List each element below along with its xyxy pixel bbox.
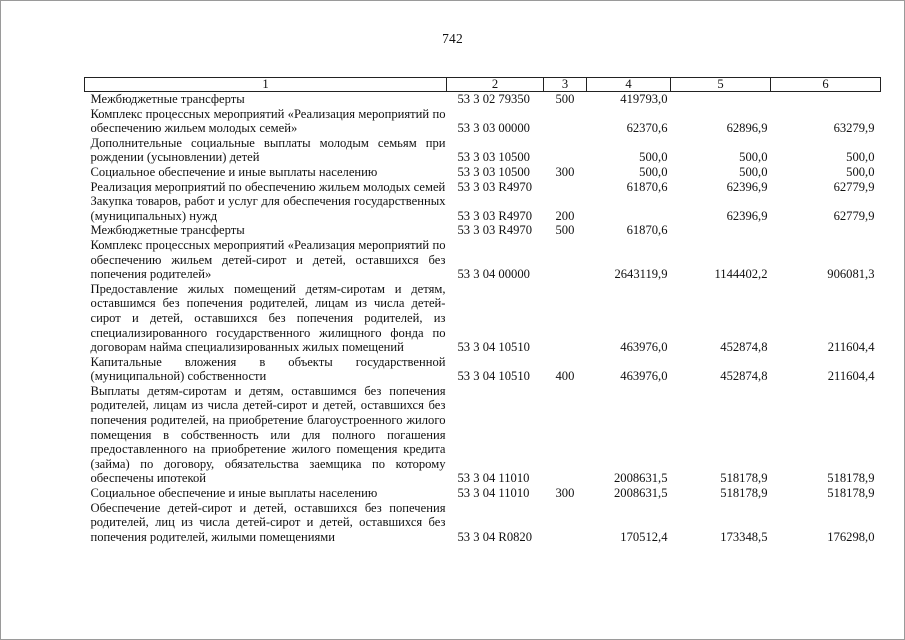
row-value-3 (771, 223, 881, 238)
row-value-1: 61870,6 (626, 179, 668, 194)
row-code: 53 3 03 R4970 (457, 179, 533, 194)
row-expense-type (544, 238, 587, 282)
row-value-3: 63279,9 (833, 121, 875, 136)
row-name: Капитальные вложения в объекты государственной (муниципальной) собственности (90, 354, 446, 384)
row-code: 53 3 03 10500 (457, 150, 530, 165)
row-value-2: 62396,9 (726, 179, 768, 194)
row-name: Предоставление жилых помещений детям-сиротам и детям, оставшимся без попечения родителей, лицам из числа детей-сирот и детей, оставшихся без попечения родителей, из специализированного государственного жилищного фонда по договорам найма специализированных жилых помещений (90, 281, 446, 355)
column-header-name: 1 (85, 78, 447, 92)
table-row (85, 384, 881, 486)
header-row (85, 78, 881, 92)
row-value-2: 500,0 (739, 164, 768, 179)
row-value-2: 518178,9 (720, 471, 768, 486)
row-value-2: 1144402,2 (714, 267, 768, 282)
row-expense-type: 300 (555, 164, 575, 179)
row-name: Обеспечение детей-сирот и детей, оставшихся без попечения родителей, лиц из числа детей-сирот и детей, оставшихся без попечения родителей, жилыми помещениями (90, 500, 446, 544)
row-value-1: 62370,6 (626, 121, 668, 136)
row-code: 53 3 03 00000 (457, 121, 530, 136)
table-row (85, 180, 881, 195)
row-code: 53 3 04 00000 (457, 267, 530, 282)
row-name: Социальное обеспечение и иные выплаты населению (90, 164, 378, 179)
row-code: 53 3 04 R0820 (457, 529, 533, 544)
table-row (85, 165, 881, 180)
table-row (85, 223, 881, 238)
table-row (85, 194, 881, 223)
row-expense-type (544, 107, 587, 136)
row-value-2: 500,0 (739, 150, 768, 165)
row-value-3: 500,0 (846, 150, 875, 165)
table-row (85, 92, 881, 107)
row-name: Дополнительные социальные выплаты молодым семьям при рождении (усыновлении) детей (90, 135, 446, 165)
row-expense-type (544, 282, 587, 355)
row-value-3: 906081,3 (827, 267, 875, 282)
row-value-1: 2008631,5 (613, 486, 668, 501)
row-code: 53 3 03 10500 (457, 164, 530, 179)
table-row (85, 486, 881, 501)
row-value-2: 452874,8 (720, 369, 768, 384)
row-value-1 (587, 194, 671, 223)
row-name: Выплаты детям-сиротам и детям, оставшимся без попечения родителей, лицам из числа детей-сирот и детей, оставшихся без попечения родителей, на приобретение благоустроенного жилого помещения в собственность или для полного погашения предоставленного на приобретение жилого помещения кредита (займа) по договору, обязательства заемщика по которому обеспечены ипотекой (90, 383, 446, 486)
table-body (85, 92, 881, 545)
row-expense-type: 400 (555, 369, 575, 384)
row-expense-type (544, 136, 587, 165)
row-value-3 (771, 92, 881, 107)
table-row (85, 355, 881, 384)
row-value-2: 518178,9 (720, 486, 768, 501)
row-value-3: 62779,9 (833, 179, 875, 194)
table-row (85, 282, 881, 355)
row-value-2: 452874,8 (720, 340, 768, 355)
row-value-1: 463976,0 (620, 369, 668, 384)
row-value-3: 211604,4 (827, 369, 875, 384)
table-row (85, 136, 881, 165)
row-name: Комплекс процессных мероприятий «Реализация мероприятий по обеспечению жильем детей-сирот и детей, оставшихся без попечения родителей» (90, 237, 446, 282)
row-name: Комплекс процессных мероприятий «Реализация мероприятий по обеспечению жильем молодых семей» (90, 106, 446, 136)
row-value-3: 518178,9 (827, 486, 875, 501)
row-value-1: 463976,0 (620, 340, 668, 355)
row-value-1: 170512,4 (620, 529, 668, 544)
row-expense-type: 500 (555, 223, 575, 238)
row-value-3: 176298,0 (827, 529, 875, 544)
column-header-type: 3 (544, 78, 587, 92)
row-expense-type: 200 (555, 208, 575, 223)
row-expense-type (544, 180, 587, 195)
row-value-2: 173348,5 (720, 529, 768, 544)
row-name: Социальное обеспечение и иные выплаты населению (90, 486, 378, 501)
row-name: Реализация мероприятий по обеспечению жильем молодых семей (90, 179, 446, 194)
row-code: 53 3 03 R4970 (457, 223, 533, 238)
row-value-2: 62896,9 (726, 121, 768, 136)
row-name: Межбюджетные трансферты (90, 223, 245, 238)
row-value-1: 419793,0 (620, 92, 668, 106)
row-code: 53 3 02 79350 (457, 92, 530, 106)
column-header-value-2: 5 (671, 78, 771, 92)
row-value-2 (671, 92, 771, 107)
table-row (85, 238, 881, 282)
row-expense-type: 500 (555, 92, 575, 106)
row-value-3: 62779,9 (833, 208, 875, 223)
row-expense-type: 300 (555, 486, 575, 501)
table-header (85, 78, 881, 92)
row-name: Закупка товаров, работ и услуг для обеспечения государственных (муниципальных) нужд (90, 194, 446, 223)
row-code: 53 3 04 10510 (457, 340, 530, 355)
page-number: 742 (442, 31, 463, 46)
row-value-1: 500,0 (639, 150, 668, 165)
row-code: 53 3 04 11010 (457, 471, 530, 486)
column-header-value-3: 6 (771, 78, 881, 92)
row-value-3: 500,0 (846, 164, 875, 179)
row-value-3: 518178,9 (827, 471, 875, 486)
column-header-code: 2 (447, 78, 544, 92)
row-expense-type (544, 384, 587, 486)
row-value-2: 62396,9 (726, 208, 768, 223)
row-value-1: 2008631,5 (613, 471, 668, 486)
row-value-1: 61870,6 (626, 223, 668, 238)
table-row (85, 501, 881, 545)
row-value-1: 500,0 (639, 164, 668, 179)
row-code: 53 3 04 10510 (457, 369, 530, 384)
row-code: 53 3 04 11010 (457, 486, 530, 501)
row-name: Межбюджетные трансферты (90, 92, 245, 106)
budget-table (84, 77, 881, 544)
row-value-3: 211604,4 (827, 340, 875, 355)
row-value-2 (671, 223, 771, 238)
row-code: 53 3 03 R4970 (457, 208, 533, 223)
row-value-1: 2643119,9 (614, 267, 668, 282)
table-row (85, 107, 881, 136)
column-header-value-1: 4 (587, 78, 671, 92)
row-expense-type (544, 501, 587, 545)
